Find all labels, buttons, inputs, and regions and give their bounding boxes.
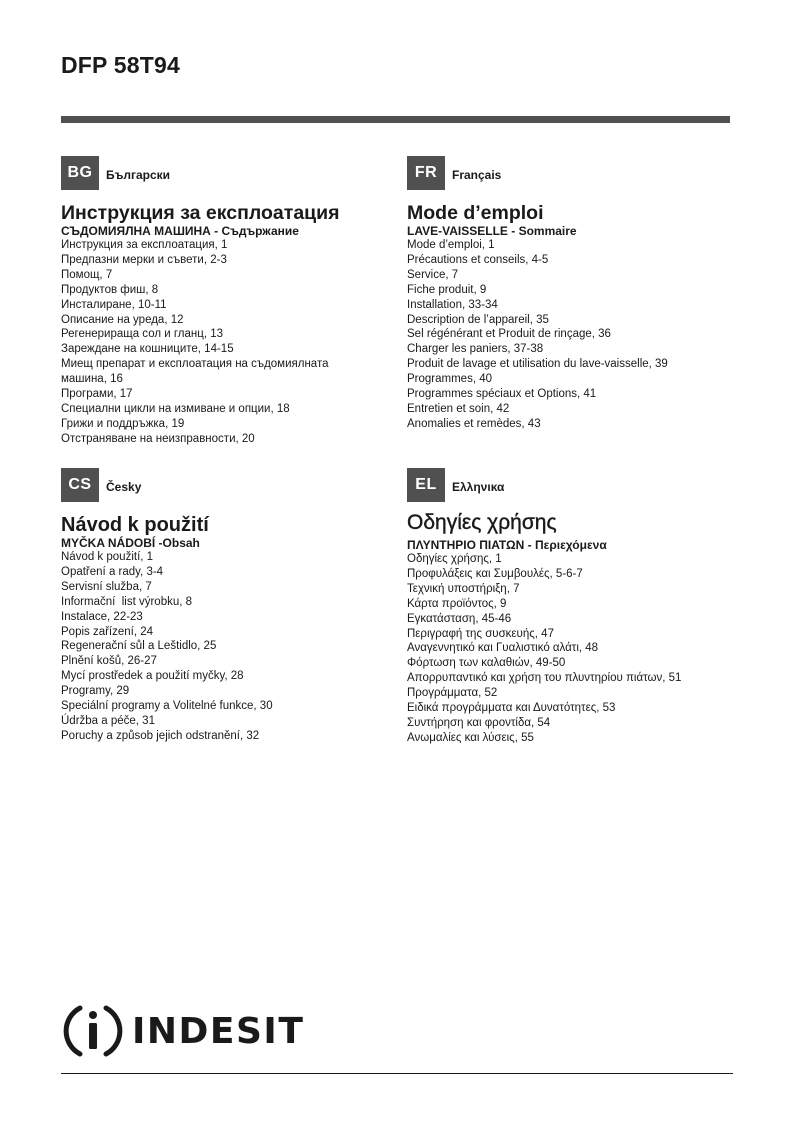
toc-item: Informační list výrobku, 8 <box>61 595 193 608</box>
manual-title-el: Οδηγίες χρήσης <box>407 511 557 534</box>
toc-item: Φόρτωση των καλαθιών, 49-50 <box>407 657 566 670</box>
toc-item: Entretien et soin, 42 <box>407 402 510 415</box>
toc-item: Instalace, 22-23 <box>61 610 143 623</box>
toc-list-bg <box>61 238 391 447</box>
toc-item: Programy, 29 <box>61 685 130 698</box>
manual-title-cs: Návod k použití <box>61 514 209 536</box>
toc-item: Εγκατάσταση, 45-46 <box>407 612 512 625</box>
toc-item: Servisní služba, 7 <box>61 580 152 593</box>
toc-item: Programmes spéciaux et Options, 41 <box>407 388 597 401</box>
toc-item: Регенерираща сол и гланц, 13 <box>61 328 224 341</box>
section-fr <box>407 156 737 432</box>
language-badge-el: EL <box>407 468 445 502</box>
toc-item: Οδηγίες χρήσης, 1 <box>407 553 502 565</box>
toc-list-cs <box>61 550 391 744</box>
language-header-el <box>407 468 737 502</box>
contents-subtitle-el: ΠΛΥΝΤΗΡΙΟ ΠΙΑΤΩΝ - Περιεχόμενα <box>407 538 607 552</box>
toc-item: Popis zařízení, 24 <box>61 625 154 638</box>
toc-item: Produit de lavage et utilisation du lave-vaisselle, 39 <box>407 358 668 371</box>
toc-item: Специални цикли на измиване и опции, 18 <box>61 402 290 415</box>
toc-item: Description de l’appareil, 35 <box>407 313 549 326</box>
toc-item: Инструкция за експлоатация, 1 <box>61 239 228 251</box>
indesit-logo <box>60 998 304 1064</box>
language-name-bg: Български <box>106 168 171 182</box>
toc-item: Αναγεννητικό και Γυαλιστικό αλάτι, 48 <box>407 642 599 655</box>
brand-wordmark: INDESIT <box>132 1010 305 1052</box>
section-bg <box>61 156 391 447</box>
toc-item: Fiche produit, 9 <box>407 283 487 296</box>
toc-item: Грижи и поддръжка, 19 <box>61 417 185 430</box>
toc-item: Mycí prostředek a použití myčky, 28 <box>61 670 244 683</box>
toc-item: Ανωμαλίες και λύσεις, 55 <box>407 731 534 744</box>
toc-item: Speciální programy a Volitelné funkce, 30 <box>61 700 273 713</box>
section-cs <box>61 468 391 744</box>
toc-item: Charger les paniers, 37-38 <box>407 343 544 356</box>
language-name-el: Ελληνικα <box>452 480 505 494</box>
toc-item: Τεχνική υποστήριξη, 7 <box>407 582 520 595</box>
toc-item: Помощ, 7 <box>61 268 113 281</box>
toc-item: Opatření a rady, 3-4 <box>61 565 164 578</box>
footer-divider <box>61 1073 733 1074</box>
toc-item: Προφυλάξεις και Συμβουλές, 5-6-7 <box>407 567 583 580</box>
toc-item: Ειδικά προγράμματα και Δυνατότητες, 53 <box>407 702 616 715</box>
language-name-cs: Česky <box>106 480 142 494</box>
indesit-logo-icon <box>60 998 126 1064</box>
contents-subtitle-fr: LAVE-VAISSELLE - Sommaire <box>407 224 577 238</box>
toc-item: Περιγραφή της συσκευής, 47 <box>407 627 554 640</box>
toc-item: Mode d’emploi, 1 <box>407 239 495 251</box>
toc-item: Poruchy a způsob jejich odstranění, 32 <box>61 729 260 742</box>
toc-item: Návod k použití, 1 <box>61 551 154 563</box>
toc-item: Описание на уреда, 12 <box>61 313 184 326</box>
toc-item: Συντήρηση και φροντίδα, 54 <box>407 716 551 729</box>
language-header-fr <box>407 156 737 190</box>
toc-item: Зареждане на кошниците, 14-15 <box>61 343 234 356</box>
toc-item: Κάρτα προϊόντος, 9 <box>407 597 507 610</box>
toc-item: Инсталиране, 10-11 <box>61 298 167 311</box>
toc-item: Précautions et conseils, 4-5 <box>407 253 549 266</box>
toc-item: Installation, 33-34 <box>407 298 498 311</box>
toc-item: Προγράμματα, 52 <box>407 687 498 700</box>
toc-item: Απορρυπαντικό και χρήση του πλυντηρίου πιάτων, 51 <box>407 672 682 685</box>
toc-item: Отстраняване на неизправности, 20 <box>61 432 255 445</box>
language-header-cs <box>61 468 391 502</box>
toc-item: Service, 7 <box>407 268 459 281</box>
toc-item: Programmes, 40 <box>407 373 493 386</box>
language-badge-cs: CS <box>61 468 99 502</box>
language-badge-fr: FR <box>407 156 445 190</box>
header-divider-bar <box>61 116 730 123</box>
manual-title-bg: Инструкция за експлоатация <box>61 202 340 224</box>
toc-list-el <box>407 552 737 746</box>
toc-item: Plnění košů, 26-27 <box>61 655 157 668</box>
language-name-fr: Français <box>452 168 502 182</box>
toc-item: Anomalies et remèdes, 43 <box>407 417 541 430</box>
section-el <box>407 468 737 746</box>
contents-subtitle-bg: СЪДОМИЯЛНА МАШИНА - Съдържание <box>61 224 299 238</box>
toc-item: Миещ препарат и експлоатация на съдомиялната машина, 16 <box>61 358 329 386</box>
toc-item: Regenerační sůl a Leštidlo, 25 <box>61 640 217 653</box>
toc-item: Продуктов фиш, 8 <box>61 283 159 296</box>
toc-item: Sel régénérant et Produit de rinçage, 36 <box>407 328 611 341</box>
toc-item: Програми, 17 <box>61 388 133 401</box>
toc-item: Предпазни мерки и съвети, 2-3 <box>61 253 227 266</box>
manual-title-fr: Mode d’emploi <box>407 202 544 224</box>
model-title: DFP 58T94 <box>61 52 180 78</box>
language-header-bg <box>61 156 391 190</box>
toc-list-fr <box>407 238 737 432</box>
language-badge-bg: BG <box>61 156 99 190</box>
contents-subtitle-cs: MYČKA NÁDOBÍ -Obsah <box>61 536 200 550</box>
toc-item: Údržba a péče, 31 <box>61 714 155 727</box>
